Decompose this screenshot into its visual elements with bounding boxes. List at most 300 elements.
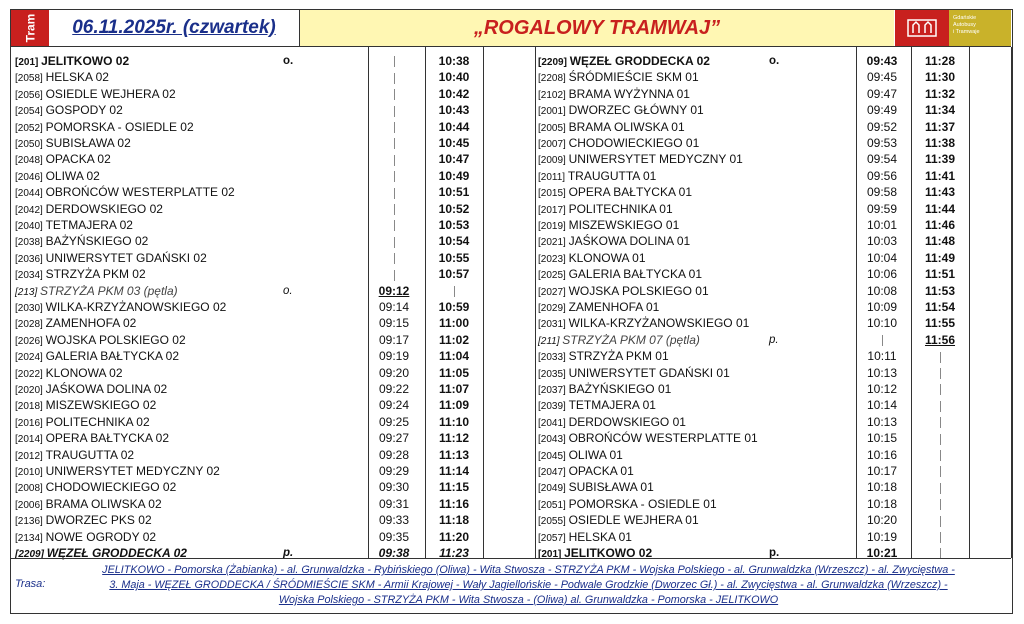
time-value: 09:28 (378, 447, 410, 462)
tram-tag-label: Tram (23, 13, 37, 43)
departure-time (367, 69, 421, 85)
stop-row (538, 447, 623, 463)
stop-row (15, 266, 146, 282)
departure-time (367, 233, 421, 249)
stop-name: ŚRÓDMIEŚCIE SKM 01 (568, 70, 699, 85)
stop-name: JELITKOWO 02 (564, 546, 653, 560)
stop-row (538, 332, 700, 348)
time-value: 09:33 (378, 513, 410, 528)
stop-code: [2050] (15, 139, 46, 150)
stop-code: [2134] (15, 532, 46, 544)
stop-name: POMORSKA - OSIEDLE 02 (45, 119, 194, 134)
departure-time (427, 266, 481, 282)
stop-name: KLONOWA 02 (45, 365, 123, 380)
stop-name: GALERIA BAŁTYCKA 01 (568, 267, 702, 282)
stop-row (15, 86, 176, 102)
stop-code: [2102] (538, 89, 569, 101)
pass-through-mark (394, 56, 395, 67)
time-value: 09:17 (378, 332, 410, 347)
stop-name: STRZYŻA PKM 02 (45, 267, 146, 282)
route-line: JELITKOWO - Pomorska (Żabianka) - al. Grunwaldzka - Rybińskiego (Oliwa) - Wita Stwosza - STRZYŻA PKM - Wojska Polskiego - al. Grunwaldzka (Wrzeszcz) - al. Zwycięstwa - (102, 564, 955, 576)
stop-row (15, 463, 220, 479)
route-label: Trasa: (15, 578, 46, 590)
stop-code: [2011] (538, 171, 568, 183)
stop-code: [2021] (538, 237, 569, 249)
time-value: 09:59 (866, 201, 898, 216)
stop-code: [2014] (15, 434, 46, 446)
time-value: 10:45 (438, 136, 470, 150)
departure-time (427, 119, 481, 135)
stop-code: [2016] (15, 417, 46, 429)
timetable-frame (10, 9, 1013, 614)
time-value: 11:28 (924, 54, 956, 68)
departure-time (367, 151, 421, 167)
stop-code: [2048] (15, 155, 46, 167)
stop-code: [2136] (15, 516, 46, 528)
stop-code: [2037] (538, 385, 569, 396)
stop-name: MISZEWSKIEGO 02 (45, 398, 157, 413)
pass-through-mark (940, 466, 941, 477)
time-value: 10:55 (438, 250, 470, 265)
departure-time (427, 381, 481, 397)
stop-code: [2043] (538, 434, 569, 446)
pass-through-mark (394, 204, 395, 215)
pass-through-mark (940, 483, 941, 494)
time-value: 09:54 (866, 152, 898, 167)
stop-name: OLIWA 01 (568, 447, 623, 462)
departure-time (427, 365, 481, 381)
departure-time (367, 53, 421, 69)
departure-time (855, 53, 909, 69)
time-value: 11:37 (924, 119, 956, 134)
time-value: 10:44 (438, 119, 470, 134)
stop-code: [2029] (538, 303, 569, 314)
departure-time (427, 430, 481, 446)
stop-code: [2026] (15, 335, 46, 347)
stop-row (15, 414, 150, 430)
departure-time (913, 250, 967, 266)
departure-time (913, 529, 967, 545)
stop-name: CHODOWIECKIEGO 02 (45, 480, 177, 495)
time-value: 09:27 (378, 431, 410, 446)
time-value: 09:19 (378, 349, 410, 364)
stop-name: GOSPODY 02 (45, 103, 123, 118)
departure-time (367, 332, 421, 348)
stop-name: TRAUGUTTA 01 (567, 168, 657, 183)
departure-time (367, 315, 421, 331)
stop-code: [2041] (538, 417, 569, 429)
stop-row (538, 168, 656, 184)
departure-time (855, 315, 909, 331)
stop-row (15, 102, 123, 118)
stop-name: CHODOWIECKIEGO 01 (568, 136, 700, 150)
departure-time (855, 496, 909, 512)
time-value: 10:54 (438, 234, 470, 249)
time-value: 11:10 (438, 414, 470, 429)
stop-row (15, 299, 226, 315)
departure-time (367, 217, 421, 233)
stop-name: DERDOWSKIEGO 02 (45, 201, 163, 216)
stop-marker: o. (283, 284, 293, 297)
stop-row (538, 512, 699, 528)
time-value: 09:30 (378, 480, 410, 495)
departure-time (367, 299, 421, 315)
pass-through-mark (394, 89, 395, 100)
stop-code: [2015] (538, 188, 569, 200)
pass-through-mark (394, 237, 395, 248)
time-value: 09:25 (378, 414, 410, 429)
departure-time (855, 397, 909, 413)
departure-time (913, 299, 967, 315)
departure-time (367, 250, 421, 266)
stop-name: UNIWERSYTET MEDYCZNY 02 (45, 464, 220, 478)
departure-time (913, 348, 967, 364)
time-value: 10:09 (866, 300, 898, 314)
stop-code: [2040] (15, 221, 46, 232)
stop-row (15, 496, 162, 512)
departure-time (427, 217, 481, 233)
stop-row (15, 397, 156, 413)
stop-code: [2035] (538, 368, 569, 380)
stop-row (538, 315, 749, 331)
departure-time (427, 479, 481, 495)
time-value: 11:54 (924, 300, 956, 314)
departure-time (427, 233, 481, 249)
pass-through-mark (940, 434, 941, 445)
time-value: 09:38 (378, 546, 410, 560)
pass-through-mark (394, 106, 395, 117)
departure-time (427, 250, 481, 266)
pass-through-mark (394, 270, 395, 281)
time-value: 11:49 (924, 250, 956, 265)
stop-code: [2022] (15, 368, 46, 380)
departure-time (913, 119, 967, 135)
time-value: 10:16 (866, 447, 898, 462)
time-value: 09:53 (866, 136, 898, 150)
departure-time (427, 332, 481, 348)
departure-time (913, 283, 967, 299)
time-value: 11:00 (438, 316, 470, 331)
departure-time (855, 119, 909, 135)
departure-time (427, 53, 481, 69)
stop-name: KLONOWA 01 (568, 250, 646, 265)
column-divider (368, 47, 369, 558)
departure-time (913, 479, 967, 495)
time-value: 10:15 (866, 431, 898, 446)
departure-time (427, 463, 481, 479)
time-value: 10:53 (438, 218, 470, 232)
stop-row (538, 397, 656, 413)
pass-through-mark (940, 499, 941, 510)
column-divider (911, 47, 912, 558)
stop-name: NOWE OGRODY 02 (45, 529, 157, 544)
stop-row (538, 201, 673, 217)
pass-through-mark (394, 188, 395, 199)
stop-row (538, 463, 634, 479)
stop-code: [2208] (538, 73, 569, 85)
time-value: 11:32 (924, 86, 956, 101)
stop-code: [2047] (538, 467, 569, 478)
pass-through-mark (940, 516, 941, 527)
stop-name: POLITECHNIKA 02 (45, 414, 150, 429)
stop-name: OPERA BAŁTYCKA 01 (568, 185, 692, 200)
time-value: 11:53 (924, 283, 956, 298)
time-value: 09:52 (866, 119, 898, 134)
stop-name: HELSKA 01 (568, 529, 632, 544)
stop-name: DERDOWSKIEGO 01 (568, 414, 686, 429)
stop-name: WILKA-KRZYŻANOWSKIEGO 02 (45, 300, 227, 314)
time-value: 10:13 (866, 414, 898, 429)
stop-row (538, 135, 699, 151)
header-bar (11, 10, 1011, 47)
time-value: 11:12 (438, 431, 470, 446)
departure-time (367, 381, 421, 397)
pass-through-mark (394, 73, 395, 84)
stop-code: [2042] (15, 204, 46, 216)
departure-time (367, 397, 421, 413)
time-value: 10:11 (867, 349, 897, 364)
stop-code: [2209] (15, 549, 47, 560)
departure-time (427, 512, 481, 528)
stop-code: [2034] (15, 270, 46, 282)
stop-name: WOJSKA POLSKIEGO 01 (568, 283, 709, 298)
time-value: 10:06 (866, 267, 898, 282)
departure-time (855, 463, 909, 479)
stop-code: [2057] (538, 532, 569, 544)
departure-time (367, 201, 421, 217)
logo-text: Gdańskie Autobusy i Tramwaje (953, 15, 980, 35)
stop-row (15, 168, 100, 184)
stop-code: [2056] (15, 89, 46, 101)
stop-name: BAŻYŃSKIEGO 01 (568, 382, 672, 396)
stop-code: [2039] (538, 401, 569, 413)
stop-row (15, 201, 163, 217)
stop-code: [2027] (538, 286, 569, 298)
departure-time (427, 102, 481, 118)
stop-row (538, 233, 690, 249)
departure-time (855, 529, 909, 545)
departure-time (367, 463, 421, 479)
departure-time (913, 135, 967, 151)
departure-time (855, 135, 909, 151)
stop-row (15, 348, 179, 364)
time-value: 11:44 (924, 201, 956, 216)
departure-time (855, 381, 909, 397)
departure-time (913, 184, 967, 200)
stop-code: [2058] (15, 73, 46, 85)
stop-row (538, 299, 659, 315)
stop-name: STRZYŻA PKM 03 (pętla) (40, 283, 178, 298)
time-value: 10:42 (438, 86, 470, 101)
departure-time (427, 348, 481, 364)
stop-row (15, 447, 134, 463)
stop-name: BAŻYŃSKIEGO 02 (45, 234, 149, 249)
stop-name: BRAMA OLIWSKA 01 (568, 119, 685, 134)
stop-row (15, 151, 111, 167)
stop-code: [2001] (538, 106, 569, 118)
stop-marker: p. (283, 547, 294, 559)
time-value: 11:13 (438, 447, 470, 462)
time-value: 09:24 (378, 398, 410, 413)
stop-row (15, 479, 176, 495)
stop-row (538, 119, 685, 135)
stop-name: ZAMENHOFA 01 (568, 300, 660, 314)
time-value: 09:58 (866, 185, 898, 200)
pass-through-mark (394, 253, 395, 264)
stop-name: JELITKOWO 02 (41, 54, 130, 68)
time-value: 10:19 (866, 529, 898, 544)
stop-name: BRAMA WYŻYNNA 01 (568, 86, 690, 101)
departure-time (855, 414, 909, 430)
departure-time (913, 365, 967, 381)
departure-time (913, 151, 967, 167)
stop-name: GALERIA BAŁTYCKA 02 (45, 349, 179, 364)
time-value: 10:10 (866, 316, 898, 331)
coat-of-arms-icon (895, 10, 949, 46)
column-divider (483, 47, 484, 558)
stop-code: [2036] (15, 253, 46, 265)
departure-time (367, 348, 421, 364)
stop-row (15, 529, 156, 545)
stop-code: [2054] (15, 106, 46, 118)
stop-code: [2052] (15, 122, 46, 134)
departure-time (855, 102, 909, 118)
stop-row (538, 479, 654, 495)
stop-row (538, 381, 671, 397)
departure-time (427, 86, 481, 102)
pass-through-mark (454, 286, 455, 297)
time-value: 11:38 (924, 136, 956, 150)
column-divider (969, 47, 970, 558)
stop-row (15, 69, 109, 85)
page-title: „ROGALOWY TRAMWAJ” (300, 10, 894, 46)
pass-through-mark (940, 450, 941, 461)
departure-time (855, 299, 909, 315)
stop-row (538, 102, 704, 118)
time-value: 11:07 (438, 382, 470, 396)
stop-row (538, 86, 690, 102)
time-value: 10:47 (438, 152, 470, 167)
time-value: 11:48 (924, 234, 956, 249)
departure-time (913, 447, 967, 463)
pass-through-mark (394, 155, 395, 166)
stop-row (15, 365, 123, 381)
departure-time (913, 397, 967, 413)
departure-time (427, 414, 481, 430)
stop-name: DWORZEC PKS 02 (45, 513, 152, 528)
stop-marker: p. (769, 333, 779, 346)
stop-name: STRZYŻA PKM 01 (568, 349, 669, 364)
stop-name: SUBISŁAWA 02 (45, 136, 131, 150)
time-value: 09:31 (378, 496, 410, 511)
stop-name: POLITECHNIKA 01 (568, 201, 673, 216)
departure-time (367, 102, 421, 118)
stop-name: STRZYŻA PKM 07 (pętla) (562, 332, 700, 347)
time-value: 10:43 (438, 103, 470, 118)
time-value: 10:51 (438, 185, 470, 200)
stop-name: HELSKA 02 (45, 70, 109, 85)
stop-name: UNIWERSYTET MEDYCZNY 01 (568, 152, 743, 167)
departure-time (855, 250, 909, 266)
departure-time (367, 365, 421, 381)
time-value: 10:03 (866, 234, 898, 249)
time-value: 11:18 (438, 513, 470, 528)
departure-time (427, 201, 481, 217)
time-value: 11:09 (438, 398, 470, 413)
departure-time (367, 447, 421, 463)
date-label: 06.11.2025r. (czwartek) (49, 10, 300, 46)
stop-name: OLIWA 02 (45, 168, 100, 183)
stop-code: [201] (15, 57, 42, 68)
departure-time (913, 512, 967, 528)
pass-through-mark (394, 220, 395, 231)
stop-code: [2049] (538, 483, 569, 495)
time-value: 11:56 (924, 332, 956, 347)
stop-name: WILKA-KRZYŻANOWSKIEGO 01 (568, 316, 750, 331)
departure-time (913, 315, 967, 331)
time-value: 11:02 (438, 332, 470, 347)
departure-time (913, 266, 967, 282)
stop-name: WOJSKA POLSKIEGO 02 (45, 332, 186, 347)
departure-time (855, 266, 909, 282)
departure-time (855, 365, 909, 381)
column-divider (1011, 47, 1012, 558)
departure-time (855, 69, 909, 85)
stop-name: POMORSKA - OSIEDLE 01 (568, 496, 717, 511)
time-value: 10:20 (866, 513, 898, 528)
time-value: 11:41 (924, 168, 956, 183)
stop-name: ZAMENHOFA 02 (45, 316, 137, 331)
time-value: 11:15 (438, 480, 470, 495)
stop-row (538, 217, 679, 233)
time-value: 10:04 (866, 250, 898, 265)
stop-code: [2030] (15, 303, 46, 314)
stop-row (538, 348, 669, 364)
stop-row (15, 315, 136, 331)
departure-time (913, 414, 967, 430)
departure-time (367, 168, 421, 184)
departure-time (367, 496, 421, 512)
departure-time (855, 332, 909, 348)
time-value: 09:12 (378, 283, 410, 298)
time-value: 10:21 (866, 546, 898, 560)
time-value: 10:18 (866, 496, 898, 511)
pass-through-mark (394, 171, 395, 182)
departure-time (913, 217, 967, 233)
departure-time (913, 463, 967, 479)
stop-marker: p. (769, 547, 780, 559)
departure-time (913, 102, 967, 118)
stop-marker: o. (769, 55, 780, 67)
departure-time (367, 512, 421, 528)
stop-code: [2017] (538, 204, 569, 216)
stop-name: OSIEDLE WEJHERA 01 (568, 513, 699, 528)
column-divider (425, 47, 426, 558)
stop-code: [2051] (538, 499, 569, 511)
stop-name: OPERA BAŁTYCKA 02 (45, 431, 169, 446)
stop-name: TETMAJERA 01 (568, 398, 656, 413)
departure-time (855, 479, 909, 495)
departure-time (855, 201, 909, 217)
stop-row (538, 496, 717, 512)
time-value: 11:43 (924, 185, 956, 200)
departure-time (855, 151, 909, 167)
time-value: 11:14 (438, 464, 470, 478)
route-line: 3. Maja - WĘZEŁ GRODDECKA / ŚRÓDMIEŚCIE SKM - Armii Krajowej - Wały Jagiellońskie - Podwale Grodzkie (Dworzec Gł.) - al. Zwycięstwa - al. Grunwaldzka (Wrzeszcz) - (109, 579, 948, 591)
stop-name: UNIWERSYTET GDAŃSKI 02 (45, 250, 207, 265)
time-value: 10:59 (438, 300, 470, 314)
stop-name: JAŚKOWA DOLINA 01 (568, 234, 691, 249)
